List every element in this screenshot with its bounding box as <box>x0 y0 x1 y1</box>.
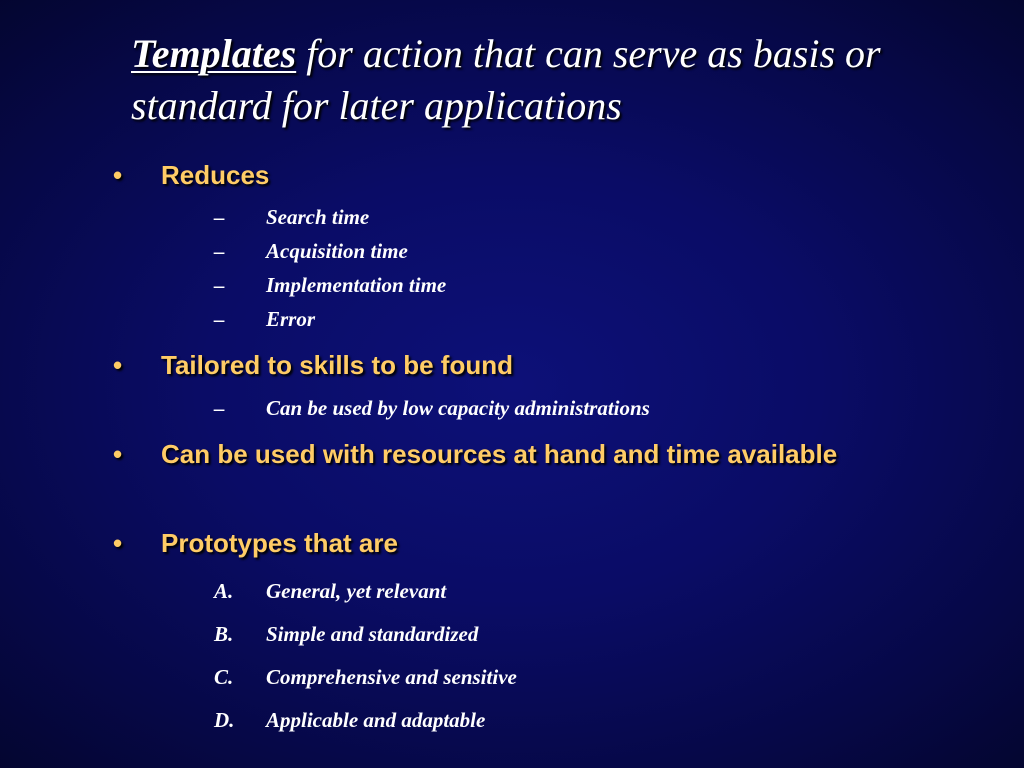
sub-item-text: Can be used by low capacity administrations <box>266 396 650 420</box>
sub-item-marker: – <box>214 396 225 420</box>
lettered-item-text: General, yet relevant <box>266 579 447 603</box>
sub-item-marker: – <box>214 205 225 229</box>
lettered-item-marker: D. <box>214 708 235 732</box>
bullet-icon: • <box>113 160 123 190</box>
bullet-text: Prototypes that are <box>161 528 398 558</box>
lettered-item-marker: C. <box>214 665 234 689</box>
sub-item-marker: – <box>214 273 225 297</box>
bullet-icon: • <box>113 439 123 469</box>
slide-title-lead: Templates <box>131 31 297 76</box>
sub-item-text: Error <box>266 307 316 331</box>
sub-item-text: Search time <box>266 205 370 229</box>
lettered-item-marker: A. <box>214 579 234 603</box>
bullet-text: Can be used with resources at hand and time available <box>161 439 838 469</box>
lettered-item-marker: B. <box>214 622 234 646</box>
sub-item-marker: – <box>214 307 225 331</box>
bullet-icon: • <box>113 350 123 380</box>
lettered-item-text: Applicable and adaptable <box>266 708 486 732</box>
lettered-item-text: Comprehensive and sensitive <box>266 665 517 689</box>
bullet-text: Tailored to skills to be found <box>161 350 513 380</box>
bullet-icon: • <box>113 528 123 558</box>
sub-item-text: Acquisition time <box>266 239 408 263</box>
slide-title <box>131 28 991 132</box>
lettered-item-text: Simple and standardized <box>266 622 479 646</box>
sub-item-text: Implementation time <box>266 273 447 297</box>
bullet-text: Reduces <box>161 160 270 190</box>
slide-title-rest: for action that can serve as basis or standard for later applications <box>131 31 881 128</box>
sub-item-marker: – <box>214 239 225 263</box>
